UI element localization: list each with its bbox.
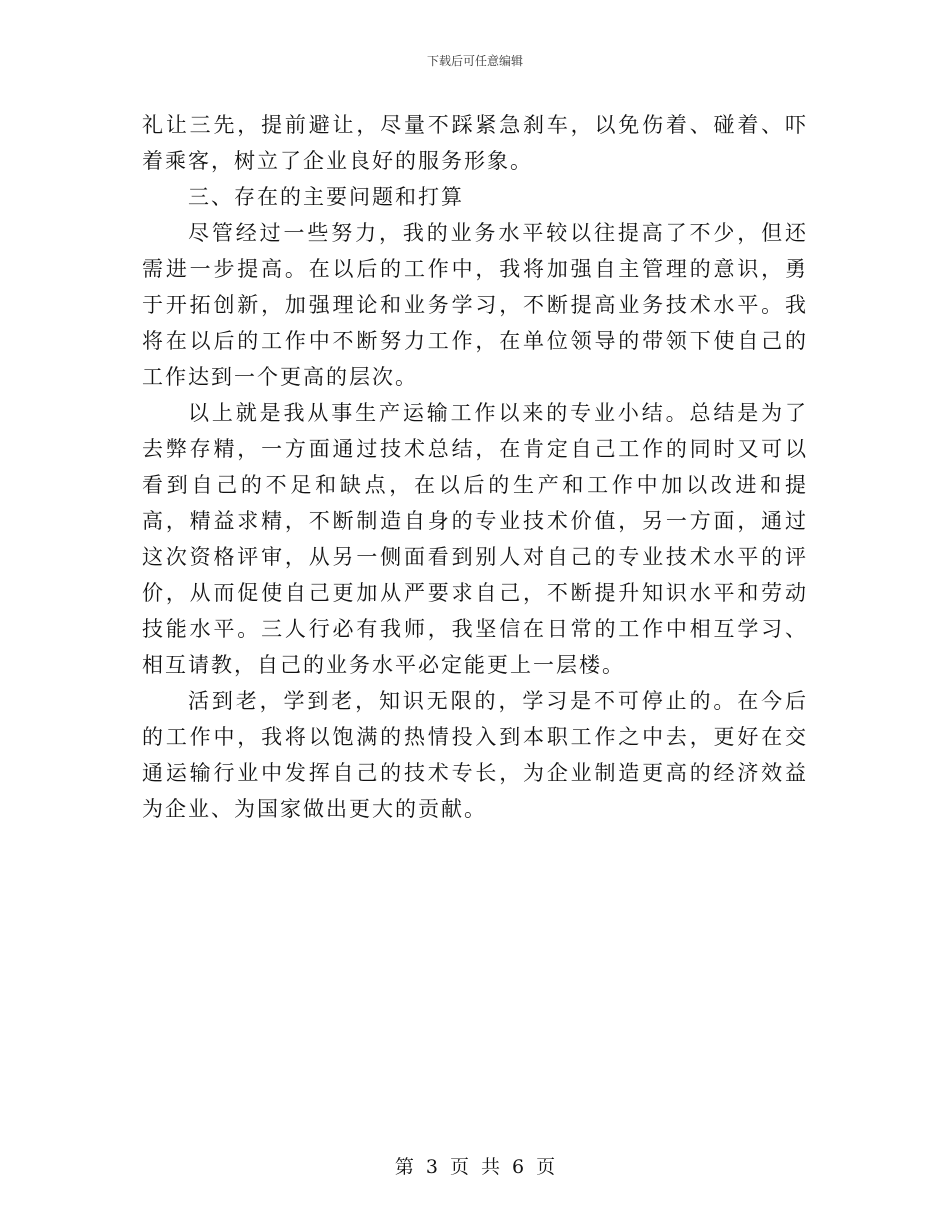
- paragraph-continuation: 礼让三先，提前避让，尽量不踩紧急刹车，以免伤着、碰着、吓着乘客，树立了企业良好的服务形象。: [142, 113, 808, 173]
- paragraph: 尽管经过一些努力，我的业务水平较以往提高了不少，但还需进一步提高。在以后的工作中，我将加强自主管理的意识，勇于开拓创新，加强理论和业务学习，不断提高业务技术水平。我将在以后的工作中不断努力工作，在单位领导的带领下使自己的工作达到一个更高的层次。: [142, 221, 808, 389]
- page-number-footer: 第 3 页 共 6 页: [394, 1156, 556, 1178]
- document-body: [142, 107, 808, 827]
- page-header: 下载后可任意编辑: [426, 54, 523, 68]
- paragraph: 活到老，学到老，知识无限的，学习是不可停止的。在今后的工作中，我将以饱满的热情投入到本职工作之中去，更好在交通运输行业中发挥自己的技术专长，为企业制造更高的经济效益为企业、为国家做出更大的贡献。: [142, 689, 808, 821]
- paragraph: 以上就是我从事生产运输工作以来的专业小结。总结是为了去弊存精，一方面通过技术总结，在肯定自己工作的同时又可以看到自己的不足和缺点，在以后的生产和工作中加以改进和提高，精益求精，不断制造自身的专业技术价值，另一方面，通过这次资格评审，从另一侧面看到别人对自己的专业技术水平的评价，从而促使自己更加从严要求自己，不断提升知识水平和劳动技能水平。三人行必有我师，我坚信在日常的工作中相互学习、相互请教，自己的业务水平必定能更上一层楼。: [142, 401, 808, 677]
- section-heading: 三、存在的主要问题和打算: [188, 185, 464, 209]
